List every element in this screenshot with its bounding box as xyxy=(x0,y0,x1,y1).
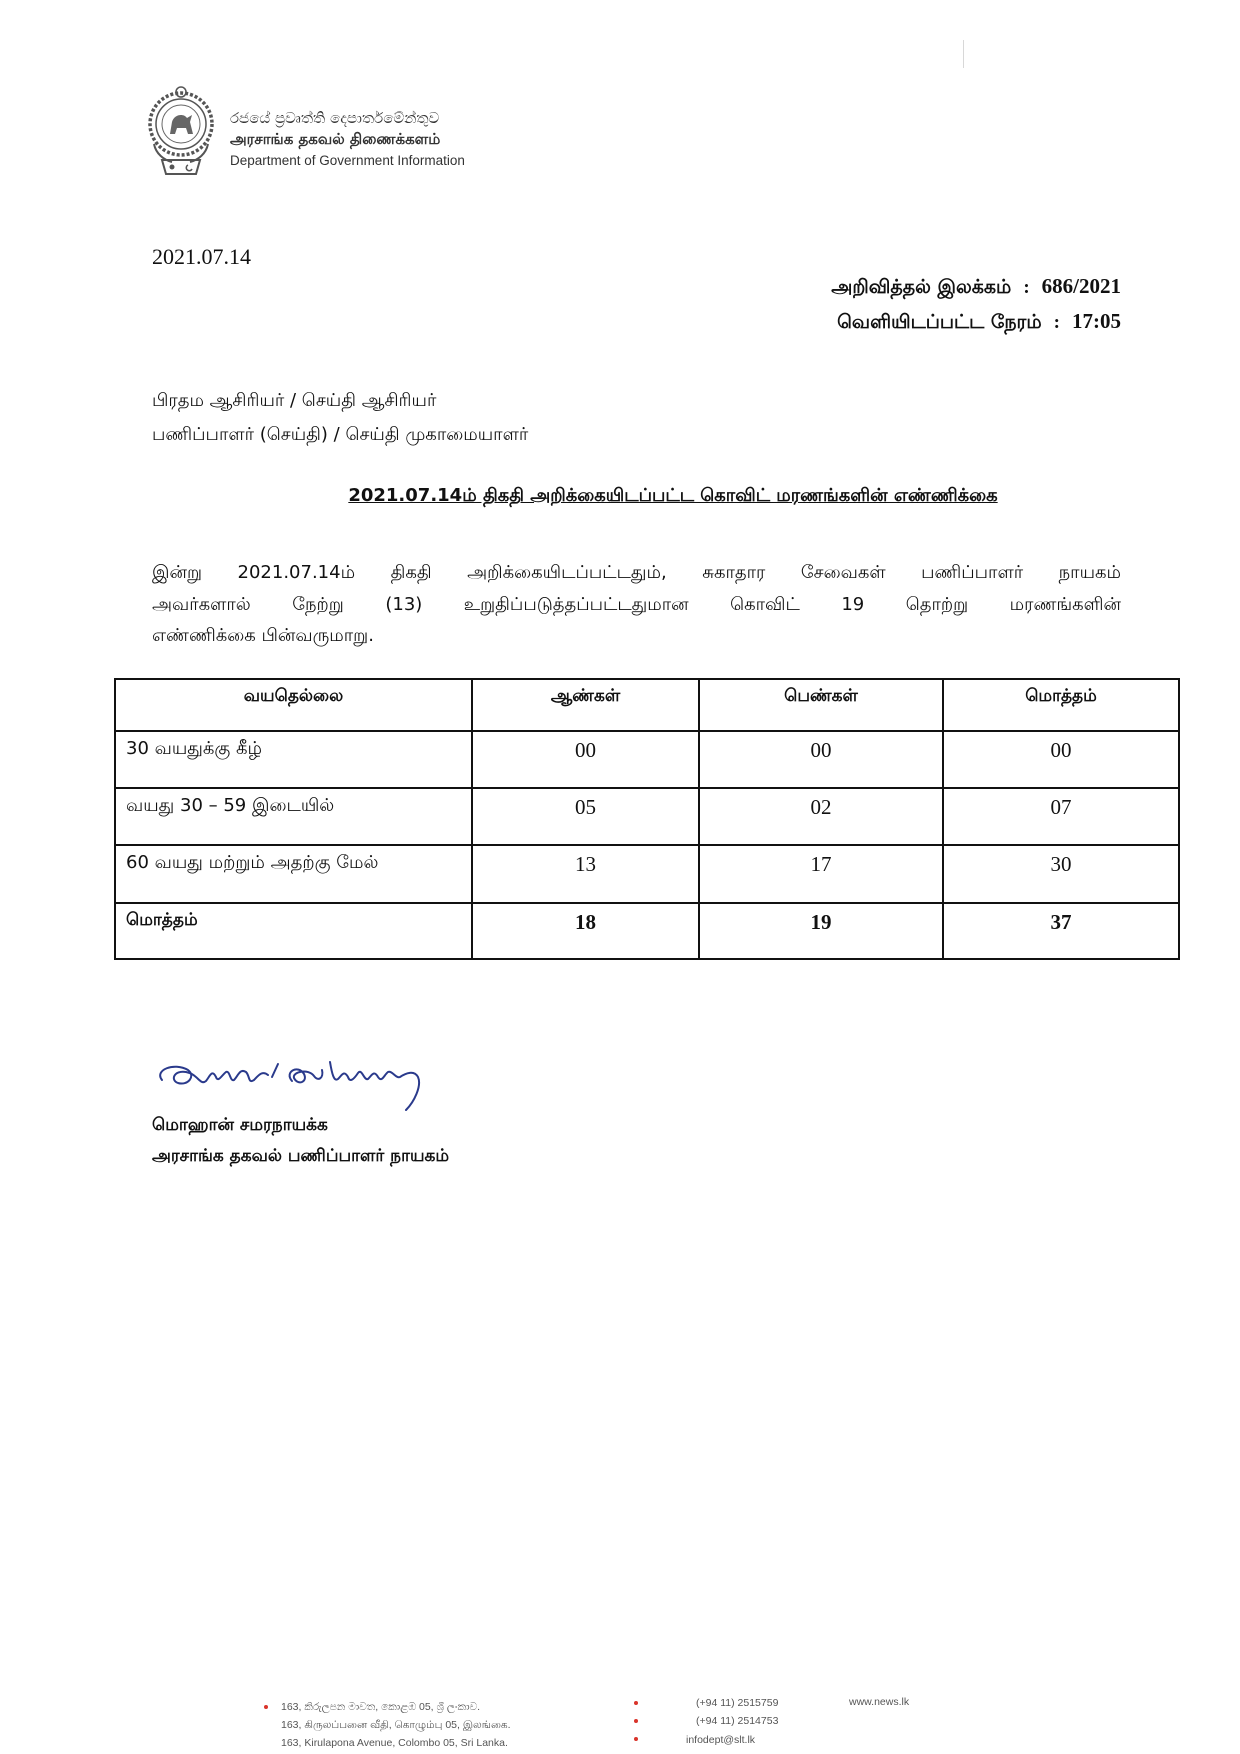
letterhead-english: Department of Government Information xyxy=(230,153,465,168)
footer-fax: (+94 11) 2514753 xyxy=(696,1715,779,1727)
table-total-row xyxy=(115,903,1179,959)
header-male: ஆண்கள் xyxy=(472,679,699,731)
footer-address-sinhala: 163, කිරුලපන මාවත, කොළඹ 05, ශ්‍රී ලංකාව. xyxy=(281,1701,481,1713)
handwritten-signature xyxy=(150,1050,440,1116)
male-total-cell: 18 xyxy=(472,903,699,959)
footer-address-tamil: 163, கிருலப்பனை வீதி, கொழும்பு 05, இலங்கை. xyxy=(281,1719,511,1731)
recipient-line: பிரதம ஆசிரியர் / செய்தி ஆசிரியர் xyxy=(152,390,437,411)
scan-artifact xyxy=(963,40,964,68)
footer-bullet-icon xyxy=(634,1701,638,1705)
age-group-cell: வயது 30 – 59 இடையில் xyxy=(115,788,472,845)
header-female: பெண்கள் xyxy=(699,679,943,731)
table-row xyxy=(115,731,1179,788)
government-emblem-logo xyxy=(146,84,216,176)
signatory-title: அரசாங்க தகவல் பணிப்பாளர் நாயகம் xyxy=(152,1146,450,1166)
recipient-line: பணிப்பாளர் (செய்தி) / செய்தி முகாமையாளர் xyxy=(152,424,529,445)
release-time-value: 17:05 xyxy=(1072,309,1121,333)
footer-bullet-icon xyxy=(634,1737,638,1741)
age-group-cell: 30 வயதுக்கு கீழ் xyxy=(115,731,472,788)
total-count-cell: 07 xyxy=(943,788,1179,845)
release-time-label: வெளியிடப்பட்ட நேரம் xyxy=(837,311,1042,333)
letterhead-sinhala: රජයේ ප්‍රවෘත්ති දෙපාර්තමේන්තුව xyxy=(230,109,440,127)
release-time-separator: : xyxy=(1053,312,1060,333)
release-time xyxy=(837,309,1121,336)
document-title: 2021.07.14ம் திகதி அறிக்கையிடப்பட்ட கொவிட் மரணங்களின் எண்ணிக்கை xyxy=(348,485,998,506)
female-count-cell: 02 xyxy=(699,788,943,845)
footer-website: www.news.lk xyxy=(849,1696,910,1708)
signatory-name: மொஹான் சமரநாயக்க xyxy=(152,1115,328,1135)
header-total: மொத்தம் xyxy=(943,679,1179,731)
grand-total-cell: 37 xyxy=(943,903,1179,959)
table-header-row xyxy=(115,679,1179,731)
total-label-cell: மொத்தம் xyxy=(115,903,472,959)
table-row xyxy=(115,845,1179,903)
footer-bullet-icon xyxy=(264,1705,268,1709)
footer-bullet-icon xyxy=(634,1719,638,1723)
notice-number-separator: : xyxy=(1023,277,1030,298)
notice-number-value: 686/2021 xyxy=(1041,274,1121,298)
female-total-cell: 19 xyxy=(699,903,943,959)
footer-email: infodept@slt.lk xyxy=(686,1734,756,1746)
table-row xyxy=(115,788,1179,845)
body-text-line: அவர்களால் நேற்று (13) உறுதிப்படுத்தப்பட்டதுமான கொவிட் 19 தொற்று மரணங்களின் xyxy=(152,594,1121,615)
letterhead-tamil: அரசாங்க தகவல் திணைக்களம் xyxy=(230,130,441,148)
covid-deaths-table xyxy=(114,678,1180,960)
release-date: 2021.07.14 xyxy=(152,244,251,269)
male-count-cell: 05 xyxy=(472,788,699,845)
body-text-line: இன்று 2021.07.14ம் திகதி அறிக்கையிடப்பட்டதும், சுகாதார சேவைகள் பணிப்பாளர் நாயகம் xyxy=(152,562,1121,583)
body-text-line: எண்ணிக்கை பின்வருமாறு. xyxy=(152,625,374,646)
female-count-cell: 00 xyxy=(699,731,943,788)
total-count-cell: 00 xyxy=(943,731,1179,788)
footer-address-english: 163, Kirulapona Avenue, Colombo 05, Sri Lanka. xyxy=(281,1737,508,1749)
male-count-cell: 13 xyxy=(472,845,699,903)
footer-phone: (+94 11) 2515759 xyxy=(696,1697,779,1709)
female-count-cell: 17 xyxy=(699,845,943,903)
notice-number xyxy=(831,274,1121,301)
notice-number-label: அறிவித்தல் இலக்கம் xyxy=(831,276,1012,298)
total-count-cell: 30 xyxy=(943,845,1179,903)
male-count-cell: 00 xyxy=(472,731,699,788)
age-group-cell: 60 வயது மற்றும் அதற்கு மேல் xyxy=(115,845,472,903)
header-age-group: வயதெல்லை xyxy=(115,679,472,731)
